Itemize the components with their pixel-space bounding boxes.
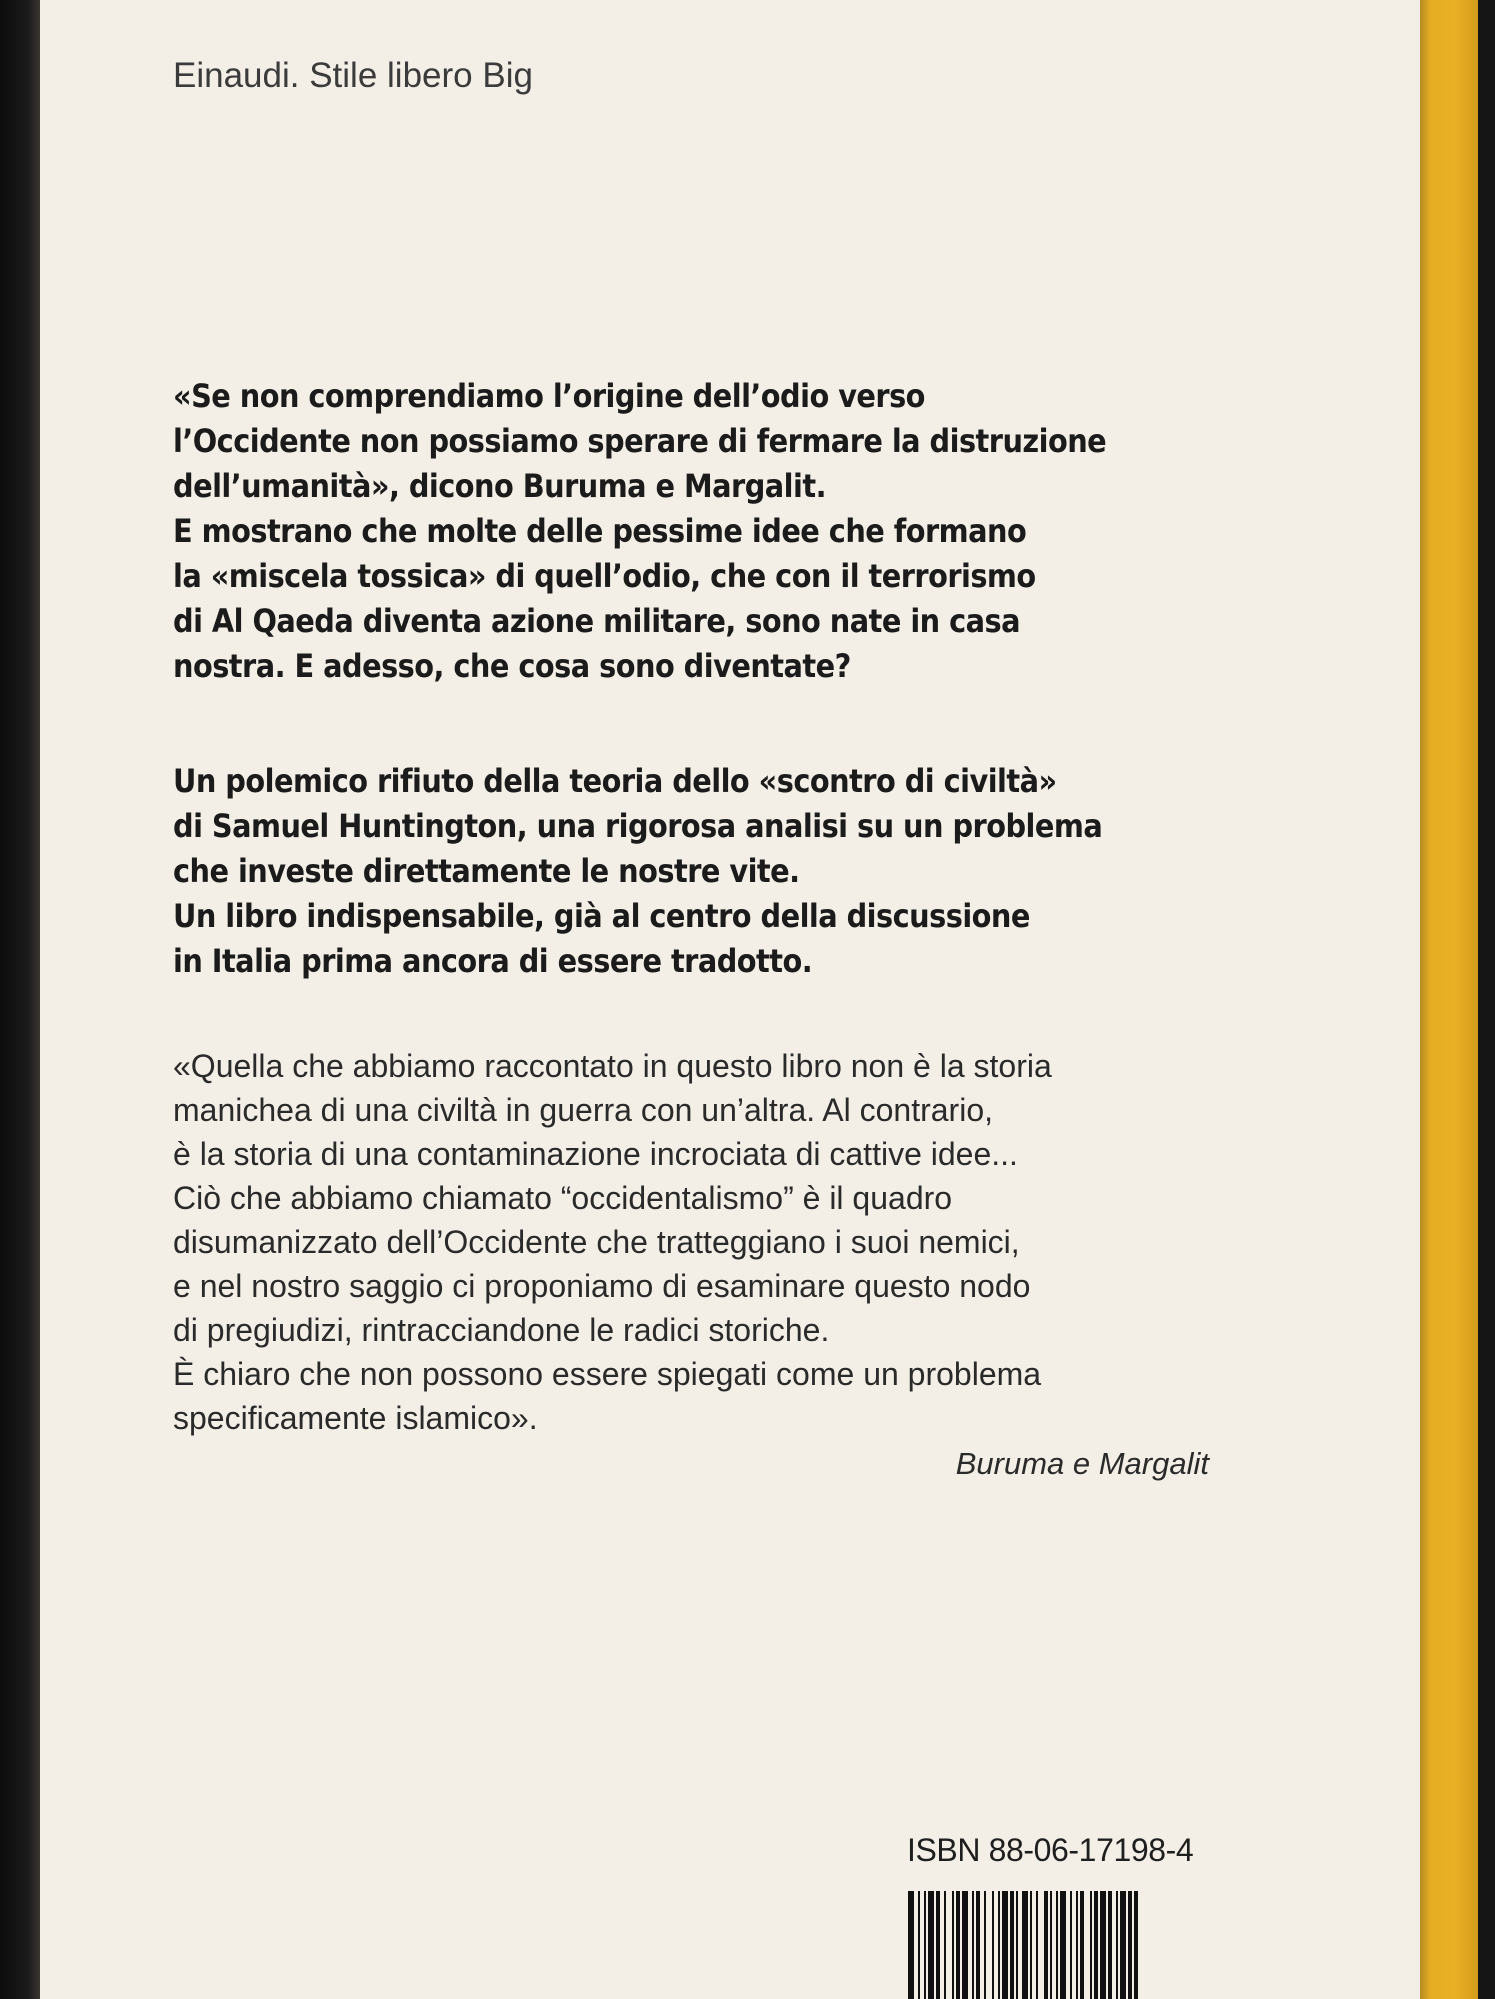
barcode-bar: [1022, 1891, 1028, 1999]
barcode-bar: [1016, 1891, 1018, 1999]
blurb-line: dell’umanità», dicono Buruma e Margalit.: [173, 467, 826, 505]
barcode-bar: [936, 1891, 940, 1999]
barcode-bar: [924, 1891, 926, 1999]
scan-left-edge: [0, 0, 40, 1999]
barcode-bar: [1080, 1891, 1084, 1999]
barcode-bar: [1044, 1891, 1048, 1999]
barcode-bar: [984, 1891, 986, 1999]
blurb-line: Un libro indispensabile, già al centro della discussione: [173, 897, 1030, 935]
barcode-bar: [918, 1891, 920, 1999]
spine-yellow-band: [1420, 0, 1478, 1999]
blurb-line: nostra. E adesso, che cosa sono diventate?: [173, 647, 851, 685]
barcode-icon: [906, 1891, 1206, 1999]
blurb-line: l’Occidente non possiamo sperare di fermare la distruzione: [173, 422, 1107, 460]
barcode-bar: [972, 1891, 974, 1999]
barcode-bar: [998, 1891, 1000, 1999]
author-quote: [173, 1044, 1233, 1440]
barcode-bar: [1060, 1891, 1066, 1999]
back-cover: [40, 0, 1420, 1999]
barcode-bar: [992, 1891, 994, 1999]
quote-line: specificamente islamico».: [173, 1400, 538, 1436]
blurb-paragraph-1: [173, 374, 1127, 689]
quote-line: è la storia di una contaminazione incrociata di cattive idee...: [173, 1136, 1018, 1172]
barcode-bar: [944, 1891, 946, 1999]
quote-line: «Quella che abbiamo raccontato in questo libro non è la storia: [173, 1048, 1052, 1084]
barcode-bar: [1036, 1891, 1038, 1999]
barcode-bar: [1002, 1891, 1008, 1999]
blurb-line: E mostrano che molte delle pessime idee che formano: [173, 512, 1027, 550]
barcode-bar: [1134, 1891, 1138, 1999]
barcode-bar: [928, 1891, 934, 1999]
blurb-paragraph-2: [173, 759, 1127, 984]
blurb-line: in Italia prima ancora di essere tradotto.: [173, 942, 813, 980]
barcode-bar: [1056, 1891, 1058, 1999]
barcode-bar: [962, 1891, 968, 1999]
barcode-bar: [952, 1891, 954, 1999]
barcode-bar: [956, 1891, 960, 1999]
quote-line: e nel nostro saggio ci proponiamo di esaminare questo nodo: [173, 1268, 1031, 1304]
barcode-bar: [1090, 1891, 1092, 1999]
blurb-line: Un polemico rifiuto della teoria dello «scontro di civiltà»: [173, 762, 1057, 800]
barcode-bar: [1116, 1891, 1118, 1999]
barcode-bar: [1030, 1891, 1032, 1999]
scan-right-edge: [1478, 0, 1495, 1999]
barcode-bar: [1076, 1891, 1078, 1999]
barcode-bar: [1050, 1891, 1052, 1999]
blurb-line: che investe direttamente le nostre vite.: [173, 852, 800, 890]
blurb-line: di Samuel Huntington, una rigorosa analisi su un problema: [173, 807, 1103, 845]
blurb-line: «Se non comprendiamo l’origine dell’odio verso: [173, 377, 925, 415]
quote-line: manichea di una civiltà in guerra con un’altra. Al contrario,: [173, 1092, 993, 1128]
barcode-bar: [1094, 1891, 1098, 1999]
barcode-bar: [1128, 1891, 1132, 1999]
quote-line: di pregiudizi, rintracciandone le radici storiche.: [173, 1312, 830, 1348]
barcode-bar: [1108, 1891, 1112, 1999]
barcode-bar: [1010, 1891, 1014, 1999]
barcode-bar: [976, 1891, 980, 1999]
barcode-bar: [1070, 1891, 1072, 1999]
quote-line: disumanizzato dell’Occidente che tratteggiano i suoi nemici,: [173, 1224, 1020, 1260]
quote-attribution: Buruma e Margalit: [955, 1446, 1209, 1481]
barcode-bar: [908, 1891, 914, 1999]
quote-line: Ciò che abbiamo chiamato “occidentalismo” è il quadro: [173, 1180, 953, 1216]
quote-line: È chiaro che non possono essere spiegati come un problema: [173, 1356, 1042, 1392]
isbn-number: ISBN 88-06-17198-4: [907, 1832, 1194, 1868]
barcode-bar: [1100, 1891, 1106, 1999]
series-title: Einaudi. Stile libero Big: [173, 56, 533, 95]
barcode-bar: [1120, 1891, 1126, 1999]
blurb-line: di Al Qaeda diventa azione militare, sono nate in casa: [173, 602, 1021, 640]
blurb-line: la «miscela tossica» di quell’odio, che con il terrorismo: [173, 557, 1036, 595]
